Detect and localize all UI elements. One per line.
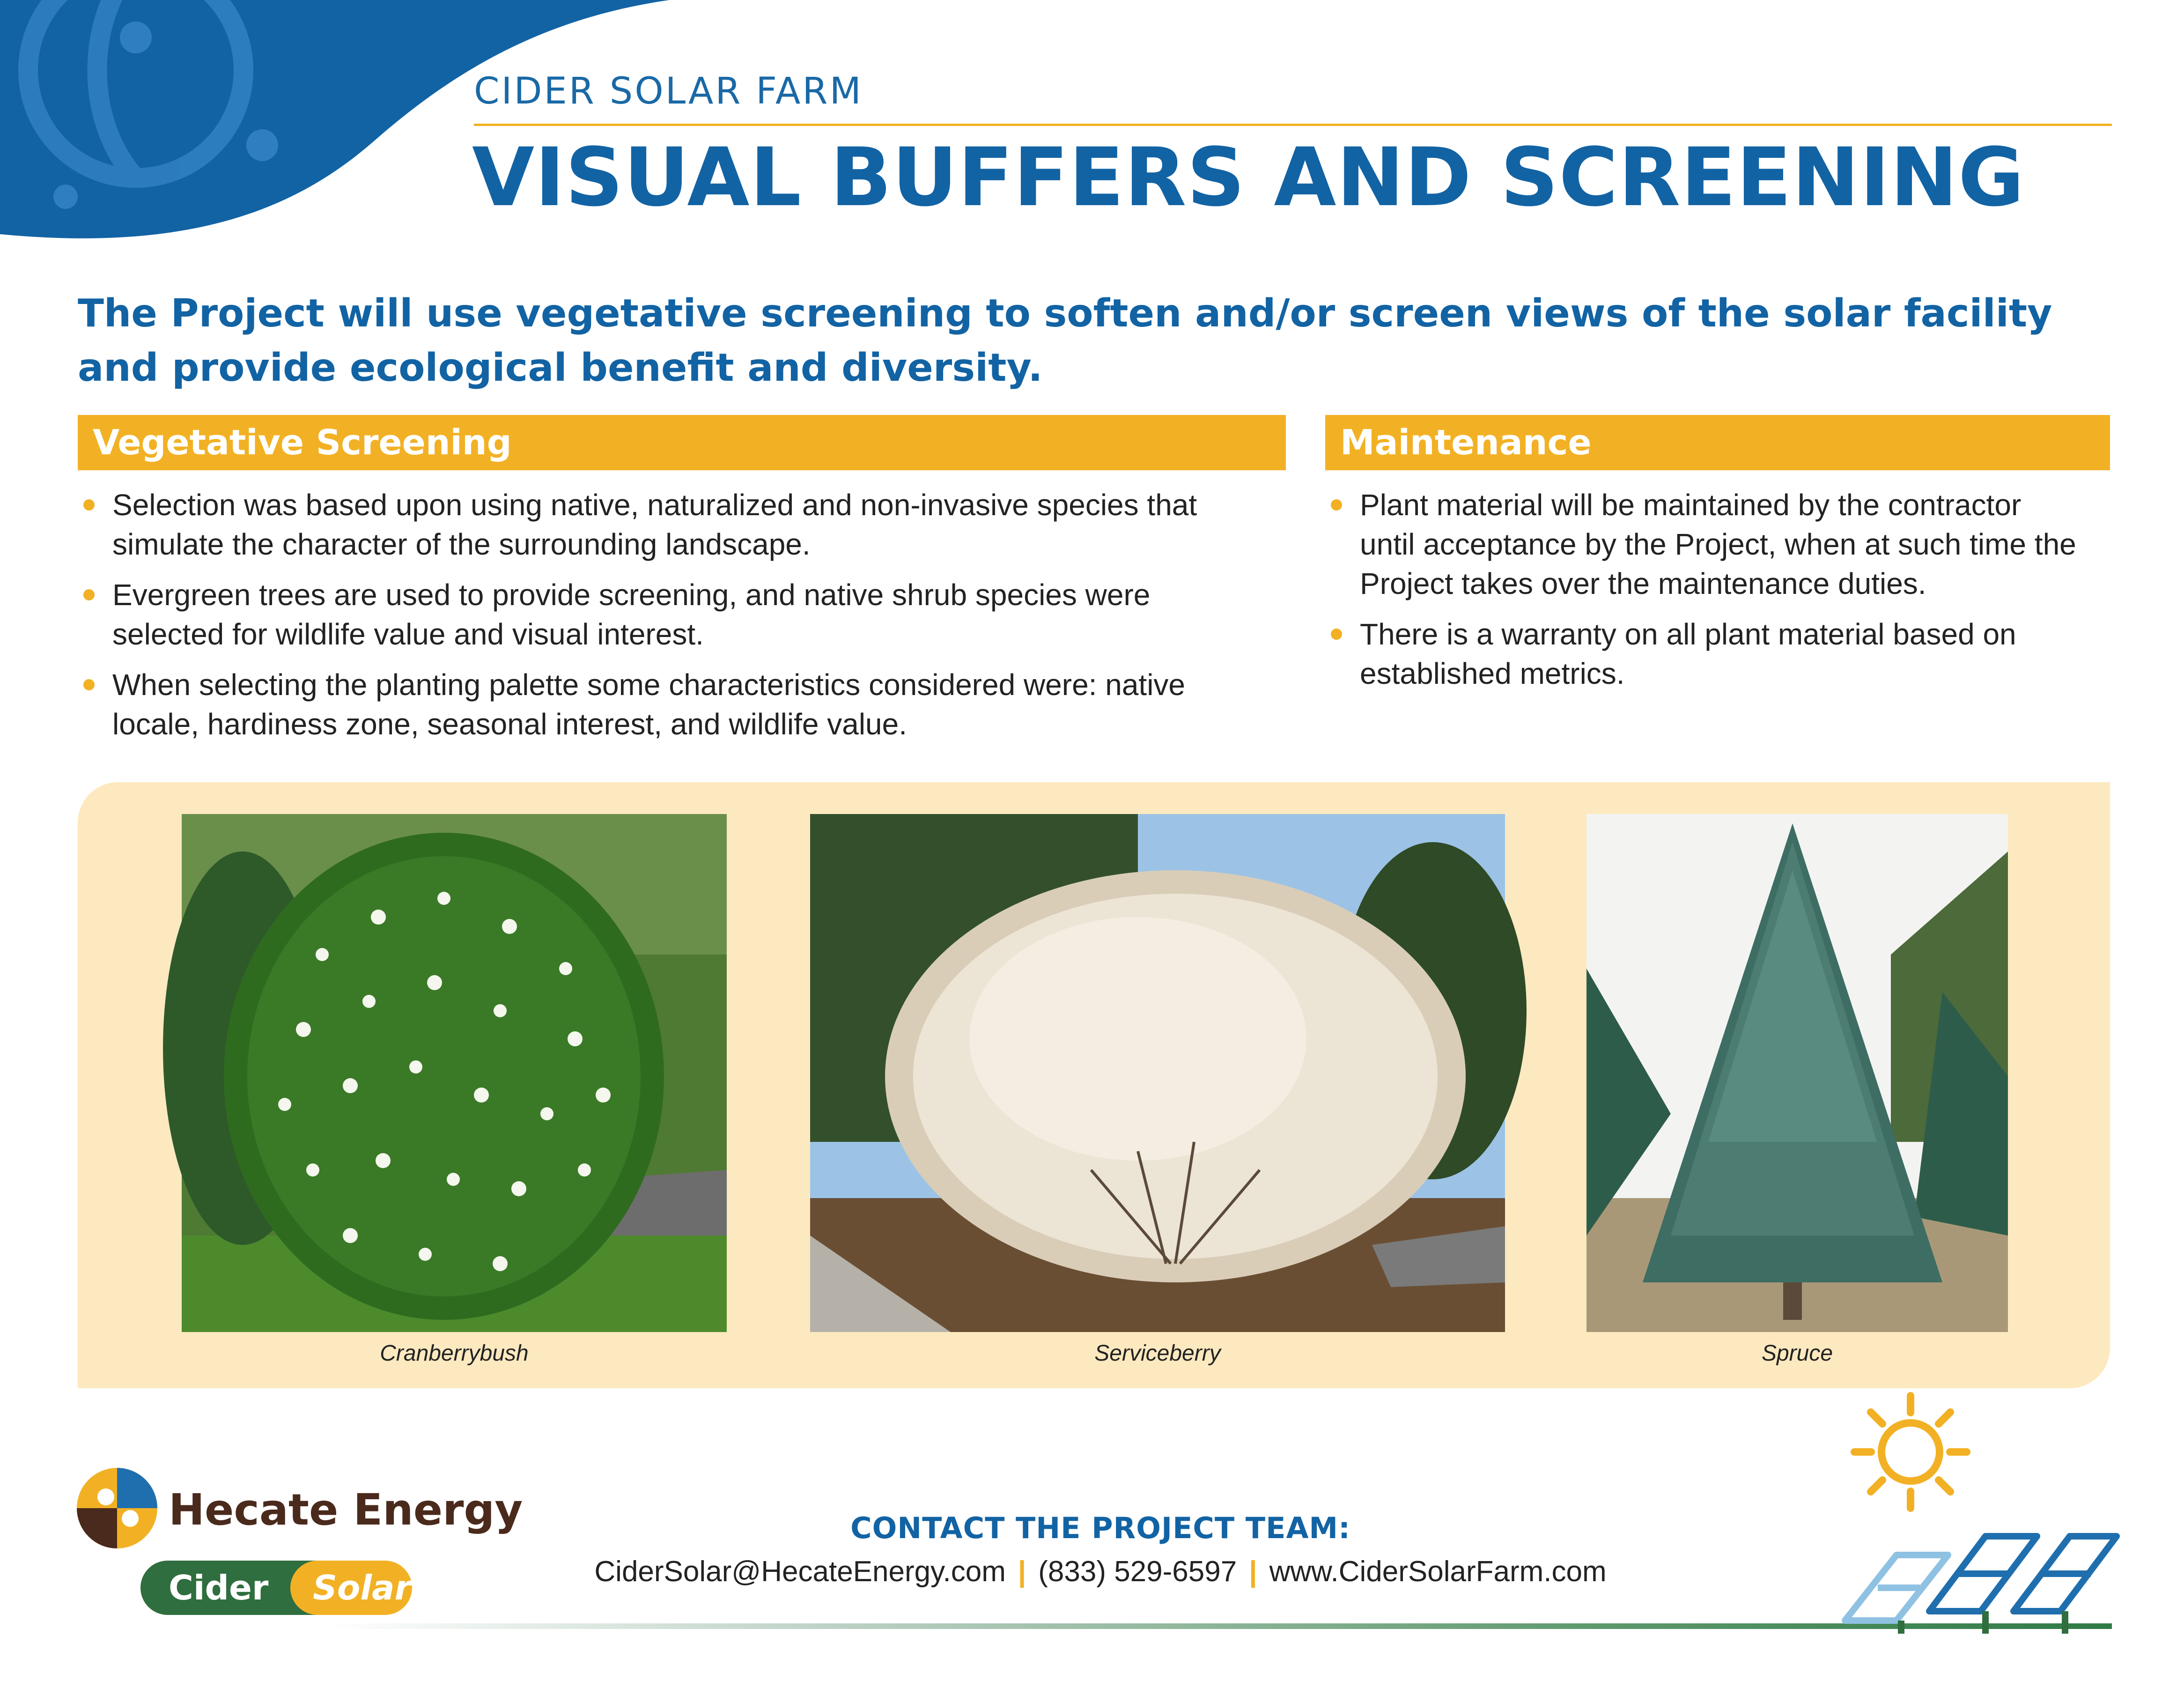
list-item-text: Selection was based upon using native, naturalized and non-invasive species that simulate the character of the surrounding landscape.	[112, 488, 1197, 561]
lead-text: The Project will use vegetative screening to soften and/or screen views of the solar facility and provide ecological benefit and diversity.	[78, 291, 2052, 390]
contact-line	[421, 1555, 1779, 1588]
badge-cider: Cider	[169, 1568, 269, 1607]
maintenance-heading: Maintenance	[1325, 415, 2110, 470]
cranberrybush-photo	[182, 814, 727, 1332]
contact-website-link[interactable]: www.CiderSolarFarm.com	[1269, 1555, 1607, 1588]
list-item	[78, 665, 1248, 744]
page-title: VISUAL BUFFERS AND SCREENING	[472, 130, 2025, 224]
bullet-icon	[1331, 629, 1342, 640]
contact-heading: CONTACT THE PROJECT TEAM:	[850, 1511, 1350, 1545]
hecate-energy-logo	[75, 1457, 523, 1616]
company-name: Hecate Energy	[169, 1485, 523, 1535]
cranberrybush-caption: Cranberrybush	[380, 1341, 529, 1366]
serviceberry-caption: Serviceberry	[1094, 1341, 1221, 1366]
list-item	[78, 575, 1248, 654]
spruce-caption: Spruce	[1761, 1341, 1833, 1366]
vegetative-screening-list	[78, 485, 1248, 755]
list-item	[78, 485, 1248, 564]
maintenance-list	[1325, 485, 2084, 704]
list-item-text: Plant material will be maintained by the contractor until acceptance by the Project, when at such time the Project takes over the maintenance duties.	[1360, 488, 2076, 600]
bullet-icon	[1331, 499, 1342, 511]
bullet-icon	[83, 589, 95, 600]
contact-phone-link[interactable]: (833) 529-6597	[1038, 1555, 1237, 1588]
header-subtitle: CIDER SOLAR FARM	[474, 70, 863, 112]
list-item-text: Evergreen trees are used to provide screening, and native shrub species were selected for wildlife value and visual interest.	[112, 578, 1151, 651]
serviceberry-photo	[810, 814, 1505, 1332]
contact-email-link[interactable]: CiderSolar@HecateEnergy.com	[594, 1555, 1006, 1588]
list-item-text: When selecting the planting palette some characteristics considered were: native locale, hardiness zone, seasonal interest, and wildlife value.	[112, 668, 1185, 741]
bullet-icon	[83, 499, 95, 511]
badge-solar: Solar	[313, 1568, 412, 1607]
vegetative-screening-heading: Vegetative Screening	[78, 415, 1286, 470]
hecate-emblem-icon	[77, 1468, 157, 1548]
list-item	[1325, 614, 2084, 693]
bullet-icon	[83, 679, 95, 690]
sun-icon	[1854, 1396, 1967, 1508]
list-item	[1325, 485, 2084, 603]
spruce-photo	[1586, 814, 2008, 1332]
solar-panels-icon	[1817, 1377, 2117, 1639]
list-item-text: There is a warranty on all plant material based on established metrics.	[1360, 617, 2016, 690]
separator: |	[1249, 1555, 1257, 1588]
separator: |	[1018, 1555, 1026, 1588]
title-divider	[474, 124, 2112, 126]
